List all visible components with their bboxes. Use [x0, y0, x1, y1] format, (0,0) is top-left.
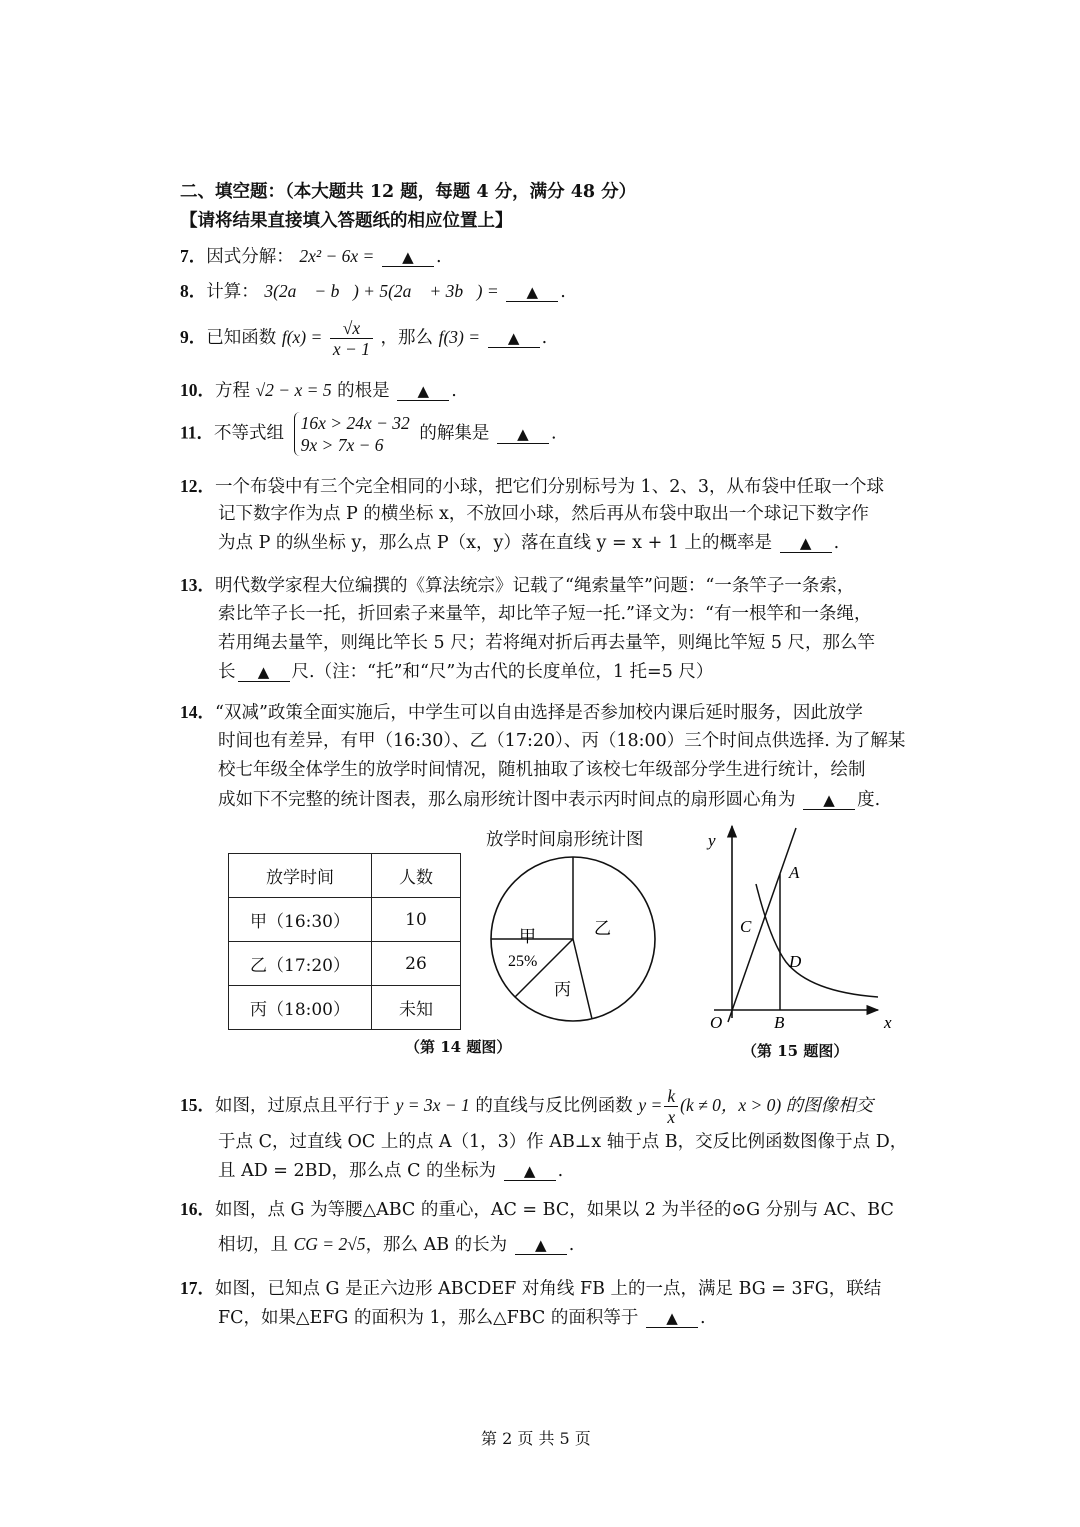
q11-inequality-system	[294, 412, 410, 456]
q9-call: f(3) =	[438, 327, 481, 347]
question-13-line-1	[180, 573, 854, 598]
label-o: O	[710, 1013, 723, 1032]
q7-text: 因式分解：	[206, 247, 294, 267]
answer-blank[interactable]: ▲	[488, 329, 540, 348]
q8-expression: 3(2a⃗ − b⃗) + 5(2a⃗ + 3b⃗) =	[264, 281, 499, 301]
section-heading: 二、填空题：（本大题共 12 题，每题 4 分，满分 48 分）	[180, 182, 637, 202]
table-header-cell: 放学时间	[229, 854, 372, 898]
q15-text: 如图，过原点且平行于	[215, 1096, 390, 1116]
question-14-line-4	[218, 788, 880, 812]
question-number: 14．	[180, 702, 215, 722]
q15-condition: (k ≠ 0，x > 0) 的图像相交	[680, 1095, 874, 1115]
answer-blank[interactable]: ▲	[506, 283, 558, 302]
q11-inequality-2: 9x > 7x − 6	[300, 435, 384, 455]
answer-blank[interactable]: ▲	[803, 791, 855, 810]
q9-lhs: f(x) =	[281, 327, 323, 347]
answer-blank[interactable]: ▲	[382, 248, 434, 267]
q7-expression: 2x² − 6x =	[299, 246, 375, 266]
figure-14-caption: （第 14 题图）	[405, 1038, 512, 1056]
q11-inequality-1: 16x > 24x − 32	[300, 413, 410, 433]
answer-blank[interactable]: ▲	[646, 1309, 698, 1328]
table-row	[229, 942, 461, 986]
figure-15	[700, 822, 920, 1032]
question-number: 15．	[180, 1095, 215, 1115]
label-x: x	[884, 1013, 892, 1032]
q10-expression: √2 − x = 5	[255, 380, 332, 400]
table-cell: 丙（18:00）	[229, 986, 372, 1030]
q11-end: .	[550, 423, 557, 444]
question-16-line-2	[218, 1232, 574, 1257]
q12-text: 一个布袋中有三个完全相同的小球，把它们分别标号为 1、2、3，从布袋中任取一个球	[215, 477, 884, 497]
question-number: 17．	[180, 1278, 215, 1298]
q9-mid: ，那么	[380, 328, 434, 348]
q15-expression: y = 3x − 1	[395, 1095, 470, 1115]
question-17-line-2	[218, 1306, 706, 1330]
pie-label-yi: 乙	[594, 919, 611, 938]
answer-blank[interactable]: ▲	[238, 663, 290, 682]
question-15-line-3	[218, 1159, 563, 1183]
question-15-line-2: 于点 C，过直线 OC 上的点 A（1，3）作 AB⊥x 轴于点 B，交反比例函数图像于点 D，	[218, 1132, 908, 1152]
q15-end: .	[557, 1161, 564, 1181]
question-number: 16．	[180, 1199, 215, 1219]
q16-text: 如图，点 G 为等腰△ABC 的重心，AC = BC，如果以 2 为半径的⊙G 分别与 AC、BC	[215, 1200, 894, 1220]
q13-text: 明代数学家程大位编撰的《算法统宗》记载了“绳索量竿”问题：“一条竿子一条索，	[215, 576, 855, 596]
question-12-line-2: 记下数字作为点 P 的横坐标 x，不放回小球，然后再从布袋中取出一个球记下数字作	[218, 504, 869, 524]
q15-text: 且 AD = 2BD，那么点 C 的坐标为	[218, 1161, 497, 1181]
q11-text1: 不等式组	[214, 423, 285, 444]
label-d: D	[789, 952, 802, 971]
line-oc	[728, 828, 796, 1022]
pie-chart	[486, 852, 666, 1022]
q15-fraction	[664, 1086, 678, 1127]
q11-text2: 的解集是	[419, 423, 490, 444]
question-14-line-3: 校七年级全体学生的放学时间情况，随机抽取了该校七年级部分学生进行统计，绘制	[218, 760, 866, 780]
question-14-line-2: 时间也有差异，有甲（16:30）、乙（17:20）、丙（18:00）三个时间点供选择. 为了解某	[218, 731, 906, 751]
table-header-cell: 人数	[372, 854, 461, 898]
question-12-line-1	[180, 474, 884, 499]
section-instruction: 【请将结果直接填入答题纸的相应位置上】	[180, 211, 513, 231]
q12-text: 为点 P 的纵坐标 y，那么点 P（x，y）落在直线 y = x + 1 上的概率是	[218, 533, 773, 553]
page-footer: 第 2 页 共 5 页	[481, 1429, 591, 1448]
question-8	[180, 279, 566, 304]
q8-end: .	[560, 282, 566, 302]
question-number: 7．	[180, 246, 207, 266]
question-number: 10．	[180, 380, 215, 400]
question-12-line-3	[218, 531, 839, 555]
q10-text2: 的根是	[337, 381, 390, 401]
answer-blank[interactable]: ▲	[504, 1162, 556, 1181]
q17-text: FC，如果△EFG 的面积为 1，那么△FBC 的面积等于	[218, 1308, 639, 1328]
hyperbola-curve	[756, 884, 878, 997]
q14-text: “双减”政策全面实施后，中学生可以自由选择是否参加校内课后延时服务，因此放学	[215, 703, 863, 723]
q16-text: 相切，且	[218, 1235, 288, 1255]
question-number: 12．	[180, 476, 215, 496]
q10-end: .	[451, 381, 457, 401]
pie-title: 放学时间扇形统计图	[486, 830, 644, 850]
table-cell: 未知	[372, 986, 461, 1030]
q14-text: 成如下不完整的统计图表，那么扇形统计图中表示丙时间点的扇形圆心角为	[218, 790, 796, 810]
question-13-line-4	[218, 660, 713, 684]
q12-end: .	[833, 533, 840, 553]
answer-blank[interactable]: ▲	[497, 425, 549, 444]
pie-label-bing: 丙	[554, 980, 571, 999]
answer-blank[interactable]: ▲	[780, 534, 832, 553]
question-7	[180, 244, 442, 269]
q10-text1: 方程	[215, 381, 250, 401]
table-header-row	[229, 854, 461, 898]
question-15-line-1	[180, 1086, 873, 1127]
question-17-line-1	[180, 1276, 881, 1301]
question-number: 8．	[180, 281, 207, 301]
q15-denominator: x	[667, 1107, 676, 1127]
question-16-line-1	[180, 1197, 894, 1222]
question-9	[180, 318, 547, 359]
q14-end: 度.	[857, 790, 881, 810]
answer-blank[interactable]: ▲	[515, 1236, 567, 1255]
label-a: A	[789, 863, 800, 882]
question-11	[180, 412, 557, 456]
q15-text: 的直线与反比例函数	[475, 1096, 633, 1116]
table-cell: 10	[372, 898, 461, 942]
question-13-line-3: 若用绳去量竿，则绳比竿长 5 尺；若将绳对折后再去量竿，则绳比竿短 5 尺，那么竿	[218, 633, 876, 653]
release-time-table	[228, 853, 461, 1030]
figure-15-caption: （第 15 题图）	[742, 1042, 849, 1060]
question-number: 13．	[180, 575, 215, 595]
q16-text: ，那么 AB 的长为	[365, 1235, 508, 1255]
pie-label-jia: 甲	[519, 927, 536, 946]
question-13-line-2: 索比竿子长一托，折回索子来量竿，却比竿子短一托.”译文为：“有一根竿和一条绳，	[218, 604, 872, 624]
label-b: B	[774, 1013, 785, 1032]
table-row	[229, 986, 461, 1030]
q9-fraction	[330, 318, 373, 359]
q9-denominator: x − 1	[332, 339, 370, 359]
q8-text: 计算：	[206, 282, 259, 302]
question-10	[180, 378, 457, 403]
q16-expression: CG = 2√5	[293, 1234, 366, 1254]
q16-end: .	[568, 1235, 575, 1255]
table-cell: 26	[372, 942, 461, 986]
q9-end: .	[541, 328, 548, 348]
q9-text: 已知函数	[206, 328, 277, 348]
pie-label-jia-percent: 25%	[508, 953, 538, 970]
table-cell: 甲（16:30）	[229, 898, 372, 942]
label-y: y	[708, 831, 716, 850]
q17-end: .	[699, 1308, 706, 1328]
table-row	[229, 898, 461, 942]
question-14-line-1	[180, 700, 863, 725]
table-cell: 乙（17:20）	[229, 942, 372, 986]
question-number: 9．	[180, 327, 207, 347]
answer-blank[interactable]: ▲	[397, 382, 449, 401]
label-c: C	[740, 917, 752, 936]
q9-numerator: √x	[330, 318, 373, 339]
q13-text: 尺.（注：“托”和“尺”为古代的长度单位，1 托=5 尺）	[291, 662, 714, 682]
q15-numerator: k	[664, 1086, 678, 1107]
q17-text: 如图，已知点 G 是正六边形 ABCDEF 对角线 FB 上的一点，满足 BG = 3FG，联结	[215, 1279, 882, 1299]
question-number: 11．	[180, 422, 215, 443]
q13-text: 长	[218, 662, 236, 682]
q7-end: .	[435, 247, 442, 267]
pie-divider	[573, 939, 592, 1019]
q15-expression: y =	[638, 1095, 663, 1115]
